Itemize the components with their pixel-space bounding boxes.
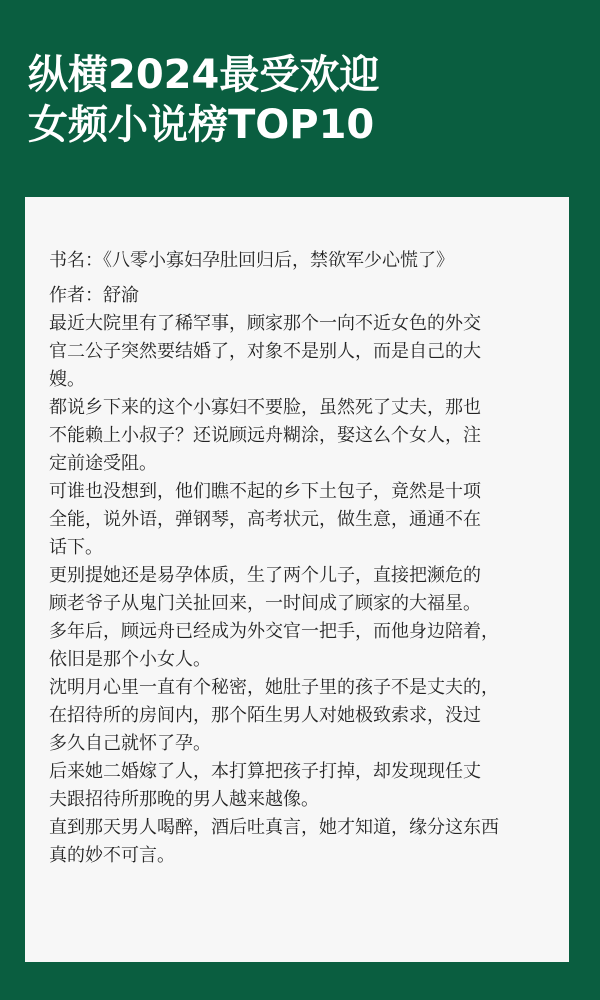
synopsis-line: 真的妙不可言。 (49, 845, 175, 866)
book-name: 书名：《八零小寡妇孕肚回归后，禁欲军少心慌了》 (49, 250, 454, 271)
synopsis-line: 在招待所的房间内，那个陌生男人对她极致索求，没过 (49, 705, 481, 726)
synopsis-line: 夫跟招待所那晚的男人越来越像。 (49, 789, 319, 810)
synopsis-line: 都说乡下来的这个小寡妇不要脸，虽然死了丈夫，那也 (49, 397, 481, 418)
synopsis-line: 可谁也没想到，他们瞧不起的乡下土包子，竟然是十项 (49, 481, 481, 502)
synopsis-line: 沈明月心里一直有个秘密，她肚子里的孩子不是丈夫的， (49, 677, 499, 698)
synopsis-line: 定前途受阻。 (49, 453, 157, 474)
page-title-line-1: 纵横2024最受欢迎 (28, 52, 380, 98)
synopsis-line: 更别提她还是易孕体质，生了两个儿子，直接把濒危的 (49, 565, 481, 586)
synopsis-line: 多年后，顾远舟已经成为外交官一把手，而他身边陪着， (49, 621, 499, 642)
book-author: 作者：舒渝 (49, 285, 139, 306)
synopsis-line: 最近大院里有了稀罕事，顾家那个一向不近女色的外交 (49, 313, 481, 334)
synopsis-line: 依旧是那个小女人。 (49, 649, 211, 670)
synopsis-line: 顾老爷子从鬼门关扯回来，一时间成了顾家的大福星。 (49, 593, 481, 614)
page-header (28, 50, 588, 150)
book-synopsis (49, 310, 559, 870)
synopsis-line: 多久自己就怀了孕。 (49, 733, 211, 754)
synopsis-line: 直到那天男人喝醉，酒后吐真言，她才知道，缘分这东西 (49, 817, 499, 838)
synopsis-line: 官二公子突然要结婚了，对象不是别人，而是自己的大 (49, 341, 481, 362)
synopsis-line: 后来她二婚嫁了人，本打算把孩子打掉，却发现现任丈 (49, 761, 481, 782)
book-card (25, 197, 569, 962)
synopsis-line: 嫂。 (49, 369, 85, 390)
synopsis-line: 不能赖上小叔子？还说顾远舟糊涂，娶这么个女人，注 (49, 425, 481, 446)
synopsis-line: 全能，说外语，弹钢琴，高考状元，做生意，通通不在 (49, 509, 481, 530)
synopsis-line: 话下。 (49, 537, 103, 558)
page-title-line-2: 女频小说榜TOP10 (28, 102, 375, 148)
